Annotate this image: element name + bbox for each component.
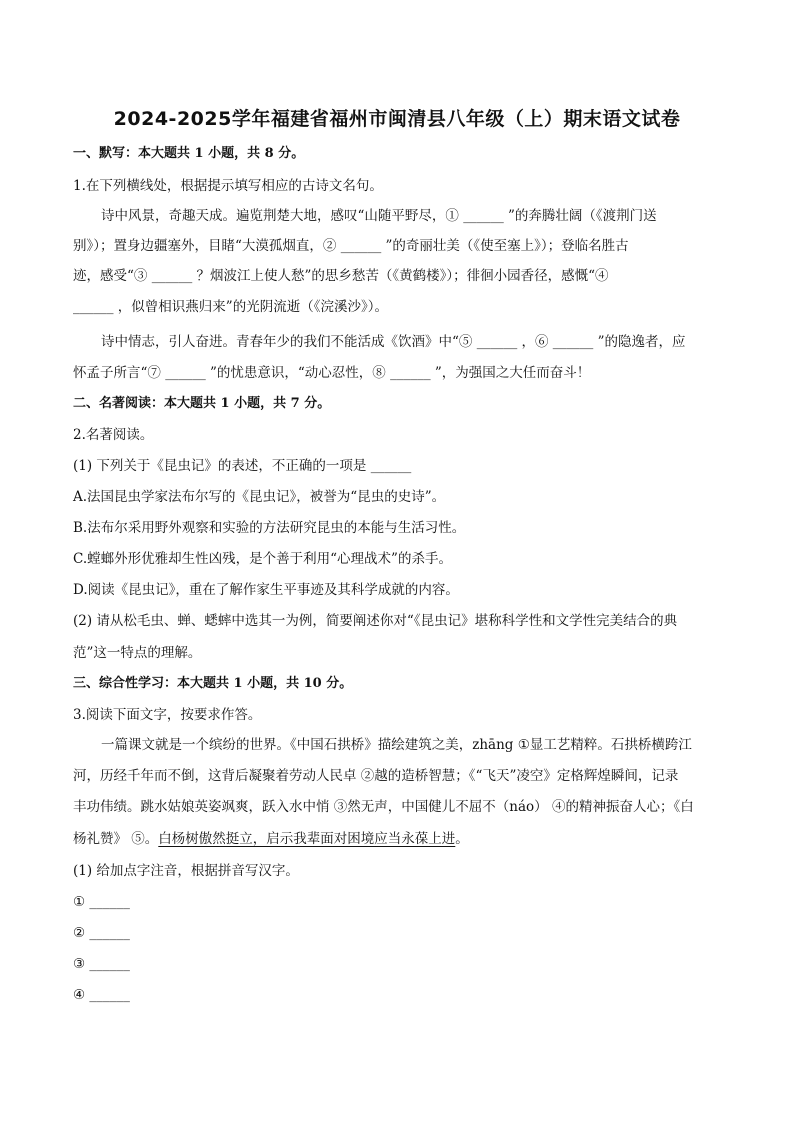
section-heading-1: 一、默写：本大题共 1 小题，共 8 分。 [73,146,305,161]
q2-option-c: C.螳螂外形优雅却生性凶残，是个善于利用“心理战术”的杀手。 [73,551,452,567]
q3-line-3: 丰功伟绩。跳水姑娘英姿飒爽，跃入水中悄 ③然无声，中国健儿不屈不（náo） ④的精神振奋人心；《白 [73,799,694,815]
q3-subquestion-1: (1) 给加点字注音，根据拼音写汉字。 [73,863,299,879]
question-3-stem: 3.阅读下面文字，按要求作答。 [73,707,262,723]
q2-option-b: B.法布尔采用野外观察和实验的方法研究昆虫的本能与生活习性。 [73,520,466,536]
answer-blank-4: ④ ______ [73,987,130,1003]
question-2-stem: 2.名著阅读。 [73,427,154,443]
q3-line-4-suffix: 。 [455,831,469,847]
q1-line-3: 迹，感受“③ ______ ？烟波江上使人愁”的思乡愁苦（《黄鹤楼》）；徘徊小园香径，感慨“④ [73,268,609,284]
answer-blank-2: ② ______ [73,925,130,941]
q1-line-2: 别》）；置身边疆塞外，目睹“大漠孤烟直，② ______ ”的奇丽壮美（《使至塞上》）；登临名胜古 [73,238,629,254]
section-heading-2: 二、名著阅读：本大题共 1 小题，共 7 分。 [73,396,331,411]
q2-subquestion-1: (1) 下列关于《昆虫记》的表述，不正确的一项是 ______ [73,458,412,474]
q3-line-4 [73,829,733,849]
q1-line-1: 诗中风景，奇趣天成。遍览荆楚大地，感叹“山随平野尽，① ______ ”的奔腾壮阔（《渡荆门送 [101,208,657,224]
q3-underlined-sentence: 白杨树傲然挺立，启示我辈面对困境应当永葆上进 [158,831,456,847]
q1-line-4: ______ ，似曾相识燕归来”的光阴流逝（《浣溪沙》）。 [73,299,388,315]
q3-line-1: 一篇课文就是一个缤纷的世界。《中国石拱桥》描绘建筑之美，zhāng ①显工艺精粹。石拱桥横跨江 [101,737,692,753]
q1-line-5: 诗中情志，引人奋进。青春年少的我们不能活成《饮酒》中“⑤ ______ ，⑥ ______ ”的隐逸者，应 [101,334,686,350]
q1-line-6: 怀孟子所言“⑦ ______ ”的忧患意识，“动心忍性，⑧ ______ ”，为强国之大任而奋斗！ [73,365,591,381]
q2-subquestion-2-line-2: 范”这一特点的理解。 [73,645,202,661]
answer-blank-1: ① ______ [73,894,130,910]
question-1-stem: 1.在下列横线处，根据提示填写相应的古诗文名句。 [73,178,383,194]
q2-option-a: A.法国昆虫学家法布尔写的《昆虫记》，被誉为“昆虫的史诗”。 [73,489,446,505]
page-title: 2024-2025学年福建省福州市闽清县八年级（上）期末语文试卷 [113,108,681,130]
q3-line-4-prefix: 杨礼赞》 ⑤。 [73,831,159,847]
q2-subquestion-2-line-1: (2) 请从松毛虫、蝉、蟋蟀中选其一为例，简要阐述你对“《昆虫记》堪称科学性和文学性完美结合的典 [73,613,678,629]
answer-blank-3: ③ ______ [73,956,130,972]
section-heading-3: 三、综合性学习：本大题共 1 小题，共 10 分。 [73,676,353,691]
q2-option-d: D.阅读《昆虫记》，重在了解作家生平事迹及其科学成就的内容。 [73,582,459,598]
q3-line-2: 河，历经千年而不倒，这背后凝聚着劳动人民卓 ②越的造桥智慧；《“飞天”凌空》定格辉煌瞬间，记录 [73,768,679,784]
